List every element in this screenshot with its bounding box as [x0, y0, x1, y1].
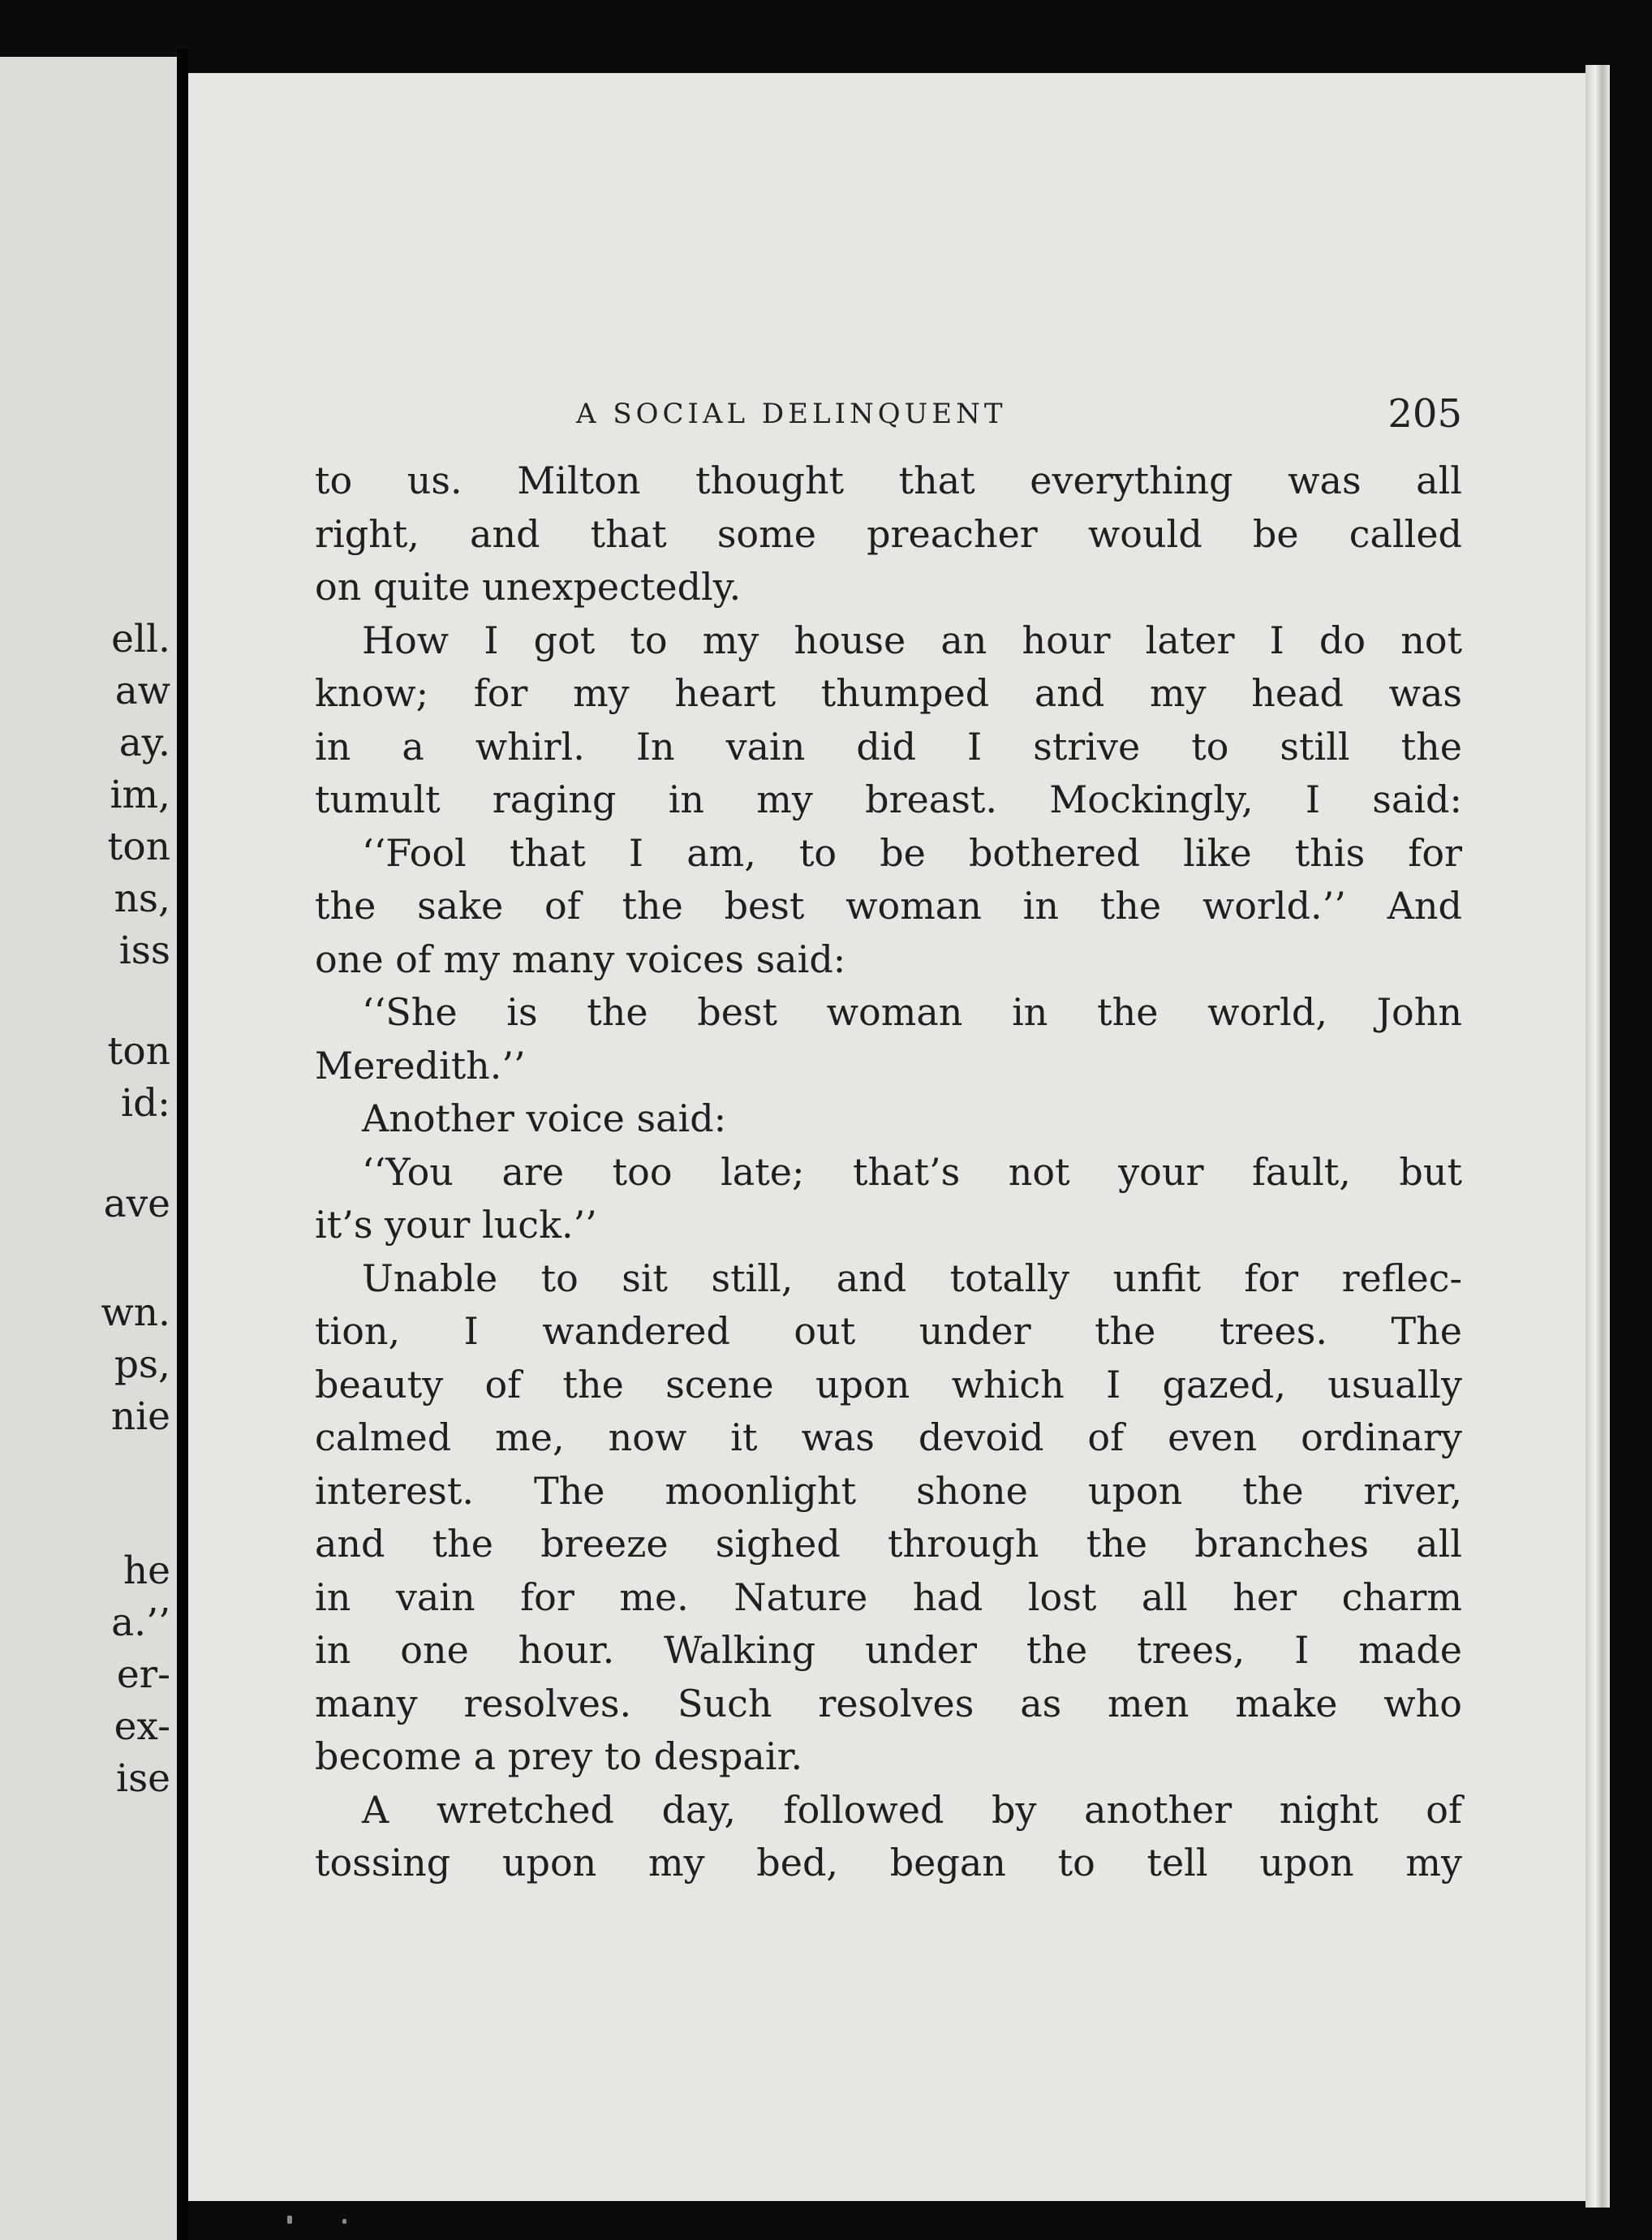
left-fragment: ps,	[114, 1342, 170, 1387]
left-fragment: nie	[110, 1394, 170, 1439]
text-line: many resolves. Such resolves as men make who	[315, 1681, 1462, 1725]
text-line: tion, I wandered out under the trees. The	[315, 1309, 1462, 1353]
left-fragment: a.’’	[111, 1600, 170, 1645]
left-fragment: iss	[118, 928, 170, 973]
text-line: one of my many voices said:	[315, 937, 846, 981]
text-line: interest. The moonlight shone upon the river,	[315, 1468, 1462, 1513]
left-fragment: ex-	[114, 1704, 170, 1749]
left-fragment: ave	[103, 1182, 170, 1226]
left-fragment: ise	[116, 1756, 170, 1801]
text-line: Unable to sit still, and totally unfit for reflec-	[362, 1256, 1462, 1300]
text-line: in vain for me. Nature had lost all her charm	[315, 1574, 1462, 1619]
text-line: tumult raging in my breast. Mockingly, I said:	[315, 778, 1462, 821]
text-line: ‘‘She is the best woman in the world, John	[362, 990, 1462, 1034]
left-fragment: ell.	[111, 617, 170, 661]
text-line: How I got to my house an hour later I do not	[362, 618, 1462, 662]
left-page-text-fragments	[0, 57, 177, 2240]
left-fragment: id:	[121, 1081, 170, 1126]
page-edge-stack	[1585, 65, 1610, 2208]
text-line: right, and that some preacher would be called	[315, 511, 1462, 556]
text-line: beauty of the scene upon which I gazed, usually	[315, 1362, 1462, 1406]
left-fragment: ton	[107, 825, 170, 869]
text-line: calmed me, now it was devoid of even ordinary	[315, 1415, 1462, 1459]
dust-speck	[287, 2216, 292, 2224]
dust-speck	[342, 2219, 346, 2224]
left-fragment: im,	[110, 773, 170, 817]
book-gutter	[177, 49, 188, 2240]
text-line: to us. Milton thought that everything was all	[315, 459, 1462, 502]
left-fragment: ay.	[118, 721, 170, 765]
left-fragment: wn.	[101, 1290, 170, 1335]
running-title: A SOCIAL DELINQUENT	[576, 398, 1007, 430]
running-header	[188, 391, 1585, 440]
text-line: in a whirl. In vain did I strive to still the	[315, 724, 1462, 769]
left-fragment: aw	[114, 669, 170, 713]
text-line: Meredith.’’	[315, 1043, 526, 1088]
text-line: tossing upon my bed, began to tell upon my	[315, 1841, 1462, 1885]
scan-specks	[284, 2214, 381, 2230]
book-page	[188, 73, 1585, 2201]
left-fragment: ton	[107, 1029, 170, 1074]
text-line: on quite unexpectedly.	[315, 565, 742, 609]
left-fragment: er-	[116, 1652, 170, 1697]
text-line: in one hour. Walking under the trees, I made	[315, 1628, 1462, 1672]
text-line: it’s your luck.’’	[315, 1203, 597, 1247]
left-fragment: he	[123, 1549, 170, 1593]
body-text	[315, 454, 1462, 1890]
text-line: become a prey to despair.	[315, 1734, 803, 1778]
text-line: know; for my heart thumped and my head was	[315, 671, 1462, 715]
text-line: ‘‘You are too late; that’s not your fault, but	[362, 1149, 1462, 1194]
page-number: 205	[1387, 391, 1462, 437]
left-fragment: ns,	[114, 877, 170, 921]
text-line: A wretched day, followed by another night of	[362, 1787, 1462, 1832]
left-facing-page	[0, 57, 177, 2240]
text-line: ‘‘Fool that I am, to be bothered like this for	[362, 830, 1462, 875]
text-line: the sake of the best woman in the world.’’ And	[315, 884, 1462, 928]
text-line: and the breeze sighed through the branches all	[315, 1522, 1462, 1566]
text-line: Another voice said:	[362, 1096, 727, 1140]
